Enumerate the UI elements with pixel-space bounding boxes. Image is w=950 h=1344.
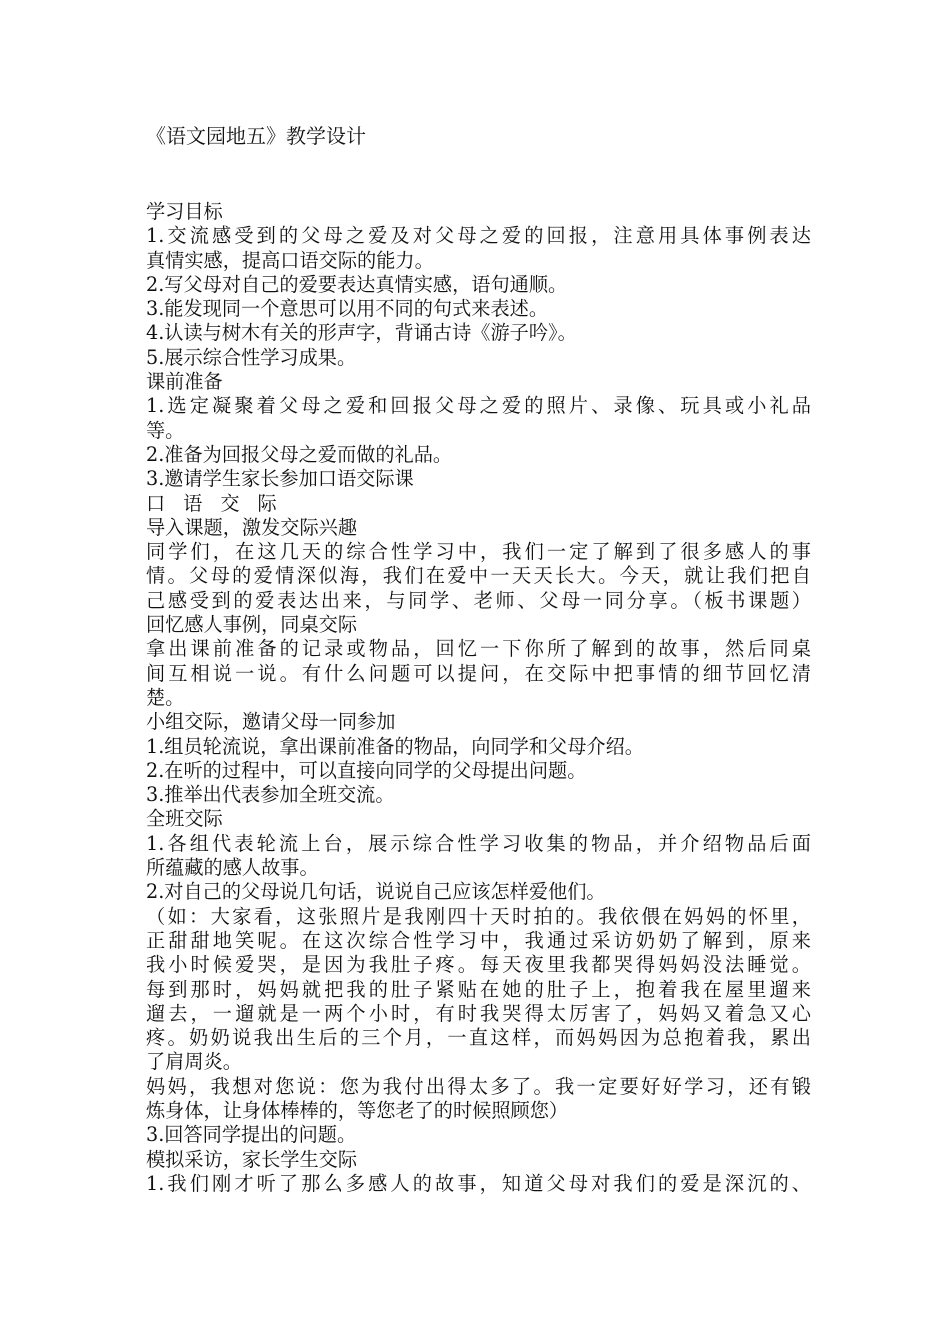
document-line: 4.认读与树木有关的形声字，背诵古诗《游子吟》。 bbox=[146, 321, 577, 345]
document-line: 正甜甜地笑呢。在这次综合性学习中，我通过采访奶奶了解到，原来 bbox=[146, 928, 811, 952]
document-line: 模拟采访，家长学生交际 bbox=[146, 1147, 358, 1171]
document-line: 1.交流感受到的父母之爱及对父母之爱的回报，注意用具体事例表达 bbox=[146, 224, 811, 248]
document-line: 所蕴藏的感人故事。 bbox=[146, 856, 319, 880]
document-line: 拿出课前准备的记录或物品，回忆一下你所了解到的故事，然后同桌 bbox=[146, 637, 811, 661]
document-line: 1.各组代表轮流上台，展示综合性学习收集的物品，并介绍物品后面 bbox=[146, 831, 811, 855]
document-line: 2.在听的过程中，可以直接向同学的父母提出问题。 bbox=[146, 758, 587, 782]
document-line: 每到那时，妈妈就把我的肚子紧贴在她的肚子上，抱着我在屋里遛来 bbox=[146, 977, 811, 1001]
document-line: 5.展示综合性学习成果。 bbox=[146, 345, 357, 369]
document-line: 3.推举出代表参加全班交流。 bbox=[146, 783, 395, 807]
document-line: 3.能发现同一个意思可以用不同的句式来表述。 bbox=[146, 297, 549, 321]
document-line: 情。父母的爱情深似海，我们在爱中一天天长大。今天，就让我们把自 bbox=[146, 564, 811, 588]
document-line: 全班交际 bbox=[146, 807, 223, 831]
document-line: 楚。 bbox=[146, 685, 185, 709]
document-line: 1.选定凝聚着父母之爱和回报父母之爱的照片、录像、玩具或小礼品 bbox=[146, 394, 811, 418]
document-line: 同学们，在这几天的综合性学习中，我们一定了解到了很多感人的事 bbox=[146, 540, 811, 564]
document-line: 学习目标 bbox=[146, 200, 223, 223]
document-line: 导入课题，激发交际兴趣 bbox=[146, 515, 358, 539]
document-line: 2.对自己的父母说几句话，说说自己应该怎样爱他们。 bbox=[146, 880, 606, 904]
document-line: 疼。奶奶说我出生后的三个月，一直这样，而妈妈因为总抱着我，累出 bbox=[146, 1026, 811, 1050]
document-line: 间互相说一说。有什么问题可以提问，在交际中把事情的细节回忆清 bbox=[146, 661, 811, 685]
document-line: 3.邀请学生家长参加口语交际课 bbox=[146, 467, 414, 491]
document-line: 课前准备 bbox=[146, 370, 223, 394]
document-line: 等。 bbox=[146, 418, 185, 442]
document-line: 2.写父母对自己的爱要表达真情实感，语句通顺。 bbox=[146, 272, 568, 296]
document-line: 口语交际 bbox=[146, 491, 295, 515]
document-body bbox=[146, 200, 811, 1196]
document-line: 遛去，一遛就是一两个小时，有时我哭得太厉害了，妈妈又着急又心 bbox=[146, 1001, 811, 1025]
document-line: 妈妈，我想对您说：您为我付出得太多了。我一定要好好学习，还有锻 bbox=[146, 1074, 811, 1098]
document-line: 1.我们刚才听了那么多感人的故事，知道父母对我们的爱是深沉的、 bbox=[146, 1171, 811, 1195]
document-line: 己感受到的爱表达出来，与同学、老师、父母一同分享。（板书课题） bbox=[146, 588, 811, 612]
document-line: （如：大家看，这张照片是我刚四十天时拍的。我依偎在妈妈的怀里， bbox=[146, 904, 811, 928]
document-line: 炼身体，让身体棒棒的，等您老了的时候照顾您） bbox=[146, 1098, 569, 1122]
document-title: 《语文园地五》教学设计 bbox=[146, 124, 366, 148]
document-line: 小组交际，邀请父母一同参加 bbox=[146, 710, 396, 734]
document-line: 1.组员轮流说，拿出课前准备的物品，向同学和父母介绍。 bbox=[146, 734, 644, 758]
document-line: 3.回答同学提出的问题。 bbox=[146, 1123, 357, 1147]
document-line: 2.准备为回报父母之爱而做的礼品。 bbox=[146, 442, 453, 466]
document-line: 回忆感人事例，同桌交际 bbox=[146, 613, 358, 637]
document-line: 我小时候爱哭，是因为我肚子疼。每天夜里我都哭得妈妈没法睡觉。 bbox=[146, 953, 811, 977]
document-line: 了肩周炎。 bbox=[146, 1050, 242, 1074]
document-line: 真情实感，提高口语交际的能力。 bbox=[146, 248, 434, 272]
